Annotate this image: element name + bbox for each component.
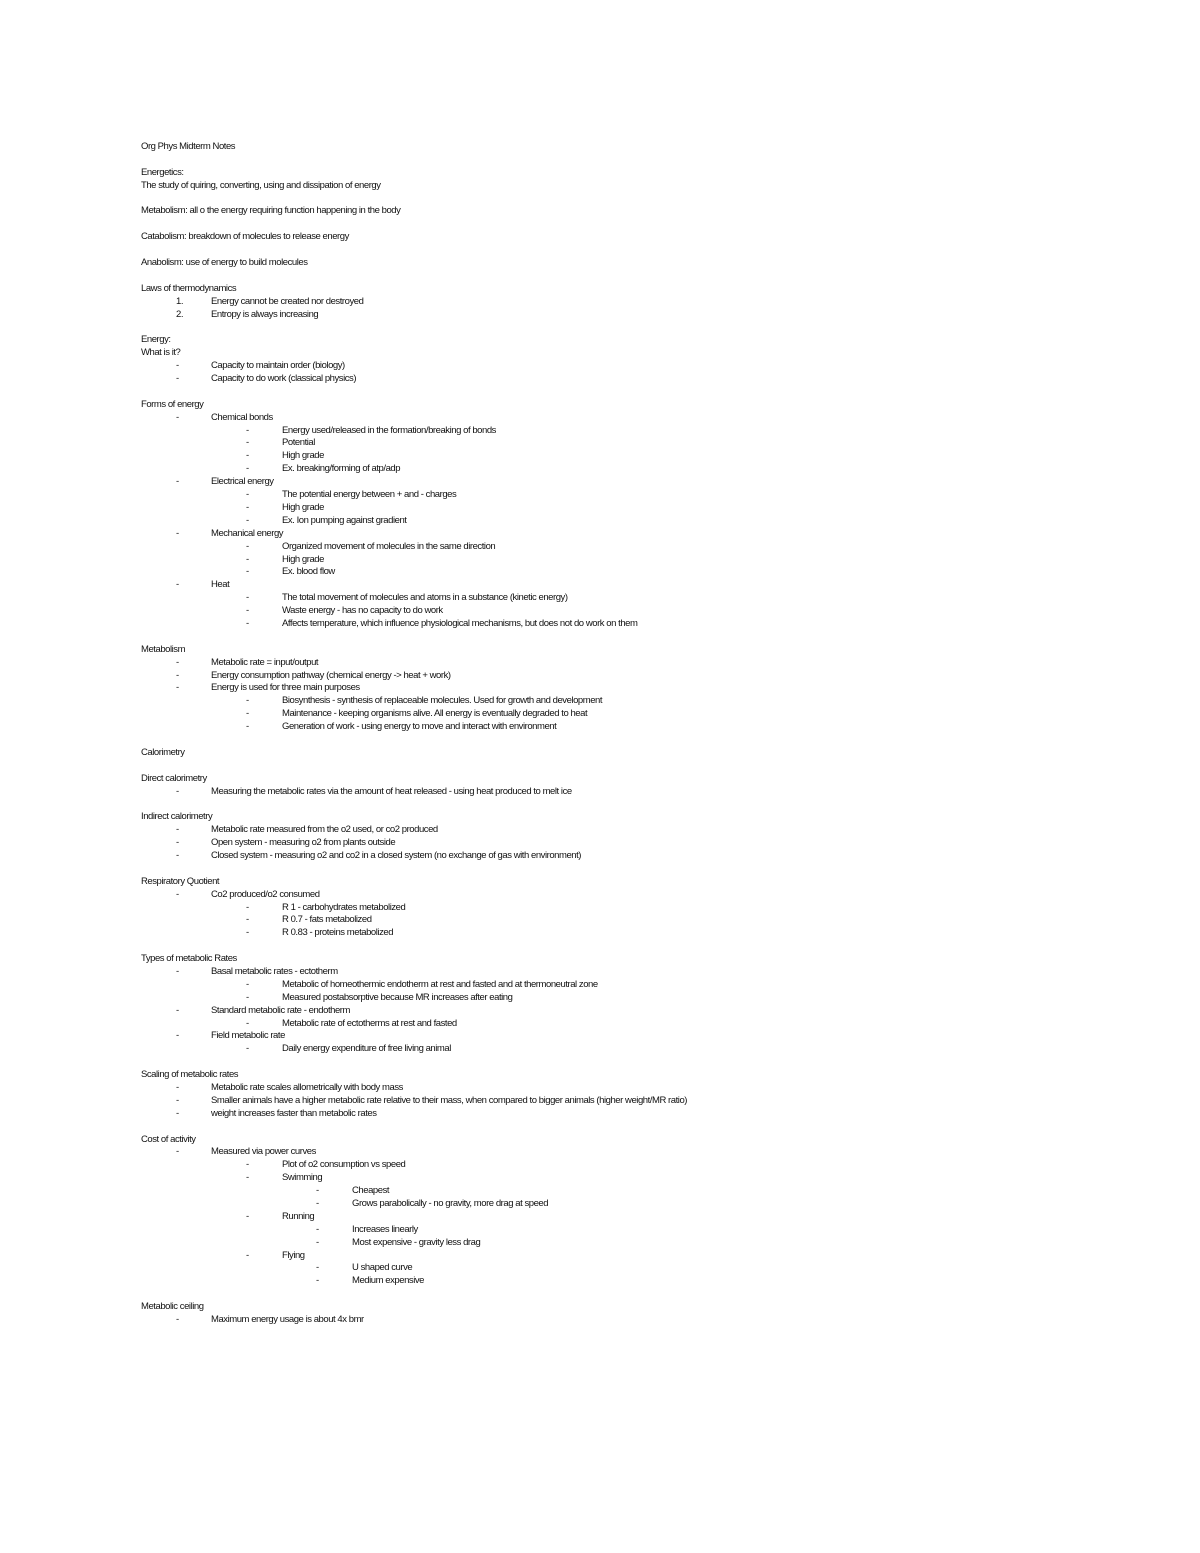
bullet-marker: - [246, 553, 249, 565]
number-marker: 1. [176, 295, 184, 307]
notes-body [141, 167, 1141, 1327]
bullet-marker: - [246, 501, 249, 513]
blank-line [141, 270, 1141, 283]
list-item [141, 850, 1141, 863]
bullet-marker: - [316, 1185, 319, 1197]
blank-line [141, 760, 1141, 773]
list-item [141, 605, 1141, 618]
list-item [141, 721, 1141, 734]
line-text: R 0.83 - proteins metabolized [282, 927, 394, 939]
list-item [141, 437, 1141, 450]
line-text: Laws of thermodynamics [141, 282, 237, 294]
bullet-marker: - [246, 978, 249, 990]
section-line [141, 1069, 1141, 1082]
bullet-marker: - [176, 1082, 179, 1094]
line-text: Metabolic rate measured from the o2 used, or co2 produced [211, 824, 438, 836]
bullet-marker: - [246, 437, 249, 449]
line-text: Energy used/released in the formation/breaking of bonds [282, 424, 496, 436]
bullet-marker: - [246, 617, 249, 629]
line-text: Cost of activity [141, 1133, 196, 1145]
bullet-marker: - [246, 463, 249, 475]
bullet-marker: - [246, 450, 249, 462]
line-text: Metabolic of homeothermic endotherm at rest and fasted and at thermoneutral zone [282, 978, 598, 990]
line-text: Grows parabolically - no gravity, more drag at speed [352, 1198, 549, 1210]
line-text: Measured postabsorptive because MR increases after eating [282, 991, 513, 1003]
list-item [141, 1082, 1141, 1095]
list-item [141, 554, 1141, 567]
list-item [141, 708, 1141, 721]
line-text: Mechanical energy [211, 527, 284, 539]
list-item [141, 786, 1141, 799]
bullet-marker: - [246, 1017, 249, 1029]
line-text: Ex. breaking/forming of atp/adp [282, 463, 401, 475]
list-item [141, 914, 1141, 927]
line-text: Potential [282, 437, 315, 449]
list-item [141, 515, 1141, 528]
list-item [141, 1108, 1141, 1121]
bullet-marker: - [246, 695, 249, 707]
line-text: Waste energy - has no capacity to do work [282, 605, 443, 617]
section-line [141, 953, 1141, 966]
section-line [141, 773, 1141, 786]
line-text: Catabolism: breakdown of molecules to release energy [141, 231, 349, 243]
line-text: Closed system - measuring o2 and co2 in a closed system (no exchange of gas with environment) [211, 849, 582, 861]
line-text: Metabolism: all o the energy requiring function happening in the body [141, 205, 401, 217]
line-text: Medium expensive [352, 1275, 425, 1287]
list-item [141, 1275, 1141, 1288]
line-text: Energy is used for three main purposes [211, 682, 360, 694]
line-text: The study of quiring, converting, using and dissipation of energy [141, 179, 381, 191]
list-item [141, 476, 1141, 489]
bullet-marker: - [176, 785, 179, 797]
line-text: Affects temperature, which influence physiological mechanisms, but does not do work on them [282, 617, 638, 629]
line-text: Ex. Ion pumping against gradient [282, 514, 407, 526]
line-text: Indirect calorimetry [141, 811, 213, 823]
line-text: Types of metabolic Rates [141, 953, 237, 965]
section-line [141, 811, 1141, 824]
list-item [141, 541, 1141, 554]
list-item [141, 670, 1141, 683]
bullet-marker: - [246, 566, 249, 578]
list-item [141, 373, 1141, 386]
list-item [141, 579, 1141, 592]
list-item [141, 1095, 1141, 1108]
line-text: Generation of work - using energy to move and interact with environment [282, 721, 557, 733]
blank-line [141, 798, 1141, 811]
line-text: R 0.7 - fats metabolized [282, 914, 372, 926]
bullet-marker: - [246, 927, 249, 939]
list-item [141, 296, 1141, 309]
list-item [141, 450, 1141, 463]
bullet-marker: - [176, 837, 179, 849]
list-item [141, 309, 1141, 322]
list-item [141, 824, 1141, 837]
line-text: Direct calorimetry [141, 772, 207, 784]
section-line [141, 231, 1141, 244]
section-line [141, 347, 1141, 360]
list-item [141, 566, 1141, 579]
bullet-marker: - [246, 514, 249, 526]
line-text: Energy consumption pathway (chemical energy -> heat + work) [211, 669, 451, 681]
blank-line [141, 193, 1141, 206]
section-line [141, 257, 1141, 270]
bullet-marker: - [246, 605, 249, 617]
blank-line [141, 1121, 1141, 1134]
list-item [141, 695, 1141, 708]
line-text: Field metabolic rate [211, 1030, 285, 1042]
bullet-marker: - [176, 966, 179, 977]
section-line [141, 876, 1141, 889]
line-text: Cheapest [352, 1185, 390, 1197]
line-text: Heat [211, 579, 230, 591]
line-text: Entropy is always increasing [211, 308, 319, 320]
line-text: Scaling of metabolic rates [141, 1069, 239, 1081]
section-line [141, 1301, 1141, 1314]
blank-line [141, 321, 1141, 334]
line-text: Organized movement of molecules in the same direction [282, 540, 496, 552]
bullet-marker: - [176, 476, 179, 488]
number-marker: 2. [176, 308, 184, 320]
section-line [141, 747, 1141, 760]
line-text: Calorimetry [141, 746, 185, 758]
line-text: High grade [282, 450, 324, 462]
line-text: Metabolic ceiling [141, 1301, 204, 1313]
list-item [141, 1198, 1141, 1211]
list-item [141, 1159, 1141, 1172]
list-item [141, 1262, 1141, 1275]
line-text: Metabolic rate = input/output [211, 656, 319, 668]
line-text: R 1 - carbohydrates metabolized [282, 901, 406, 913]
line-text: Metabolic rate scales allometrically with body mass [211, 1082, 403, 1094]
line-text: Metabolism [141, 643, 186, 655]
line-text: weight increases faster than metabolic rates [211, 1107, 377, 1119]
section-line [141, 180, 1141, 193]
section-line [141, 205, 1141, 218]
list-item [141, 360, 1141, 373]
bullet-marker: - [246, 914, 249, 926]
section-line [141, 167, 1141, 180]
line-text: Maintenance - keeping organisms alive. All energy is eventually degraded to heat [282, 708, 588, 720]
bullet-marker: - [176, 360, 179, 372]
bullet-marker: - [176, 411, 179, 423]
section-line [141, 644, 1141, 657]
document-title: Org Phys Midterm Notes [141, 141, 236, 152]
line-text: Swimming [282, 1172, 323, 1184]
line-text: What is it? [141, 347, 181, 359]
section-line [141, 283, 1141, 296]
list-item [141, 528, 1141, 541]
blank-line [141, 154, 1141, 167]
bullet-marker: - [246, 592, 249, 604]
bullet-marker: - [176, 1094, 179, 1106]
line-text: Ex. blood flow [282, 566, 335, 578]
bullet-marker: - [176, 373, 179, 385]
bullet-marker: - [316, 1236, 319, 1248]
line-text: Energetics: [141, 166, 184, 178]
list-item [141, 1314, 1141, 1327]
bullet-marker: - [246, 540, 249, 552]
section-line [141, 1134, 1141, 1147]
line-text: The total movement of molecules and atoms in a substance (kinetic energy) [282, 592, 568, 604]
blank-line [141, 244, 1141, 257]
bullet-marker: - [316, 1262, 319, 1274]
line-text: U shaped curve [352, 1262, 413, 1274]
bullet-marker: - [246, 489, 249, 501]
bullet-marker: - [316, 1223, 319, 1235]
bullet-marker: - [246, 1249, 249, 1261]
line-text: Standard metabolic rate - endotherm [211, 1004, 350, 1016]
bullet-marker: - [176, 656, 179, 668]
line-text: Forms of energy [141, 398, 204, 410]
line-text: Increases linearly [352, 1223, 418, 1235]
bullet-marker: - [316, 1275, 319, 1287]
bullet-marker: - [176, 682, 179, 694]
blank-line [141, 1056, 1141, 1069]
list-item [141, 927, 1141, 940]
list-item [141, 682, 1141, 695]
bullet-marker: - [246, 1159, 249, 1171]
line-text: Chemical bonds [211, 411, 273, 423]
list-item [141, 1043, 1141, 1056]
line-text: Open system - measuring o2 from plants outside [211, 837, 396, 849]
bullet-marker: - [176, 1146, 179, 1158]
bullet-marker: - [176, 1107, 179, 1119]
list-item [141, 592, 1141, 605]
bullet-marker: - [176, 579, 179, 591]
list-item [141, 489, 1141, 502]
list-item [141, 889, 1141, 902]
list-item [141, 618, 1141, 631]
blank-line [141, 218, 1141, 231]
list-item [141, 966, 1141, 979]
bullet-marker: - [176, 849, 179, 861]
list-item [141, 412, 1141, 425]
bullet-marker: - [176, 669, 179, 681]
line-text: Capacity to do work (classical physics) [211, 373, 357, 385]
line-text: Co2 produced/o2 consumed [211, 888, 320, 900]
line-text: Daily energy expenditure of free living animal [282, 1043, 451, 1055]
list-item [141, 1211, 1141, 1224]
bullet-marker: - [176, 824, 179, 836]
bullet-marker: - [246, 708, 249, 720]
line-text: Most expensive - gravity less drag [352, 1236, 481, 1248]
list-item [141, 425, 1141, 438]
list-item [141, 902, 1141, 915]
line-text: Respiratory Quotient [141, 875, 220, 887]
line-text: Flying [282, 1249, 305, 1261]
bullet-marker: - [176, 888, 179, 900]
list-item [141, 1018, 1141, 1031]
bullet-marker: - [246, 1210, 249, 1222]
list-item [141, 1185, 1141, 1198]
list-item [141, 502, 1141, 515]
blank-line [141, 1288, 1141, 1301]
list-item [141, 657, 1141, 670]
line-text: Metabolic rate of ectotherms at rest and fasted [282, 1017, 457, 1029]
line-text: Basal metabolic rates - ectotherm [211, 966, 338, 977]
list-item [141, 979, 1141, 992]
bullet-marker: - [176, 1004, 179, 1016]
blank-line [141, 734, 1141, 747]
bullet-marker: - [246, 1172, 249, 1184]
line-text: High grade [282, 501, 324, 513]
list-item [141, 1030, 1141, 1043]
line-text: The potential energy between + and - charges [282, 489, 457, 501]
blank-line [141, 631, 1141, 644]
list-item [141, 463, 1141, 476]
line-text: Measuring the metabolic rates via the amount of heat released - using heat produced to melt ice [211, 785, 572, 797]
line-text: High grade [282, 553, 324, 565]
bullet-marker: - [246, 424, 249, 436]
list-item [141, 1146, 1141, 1159]
line-text: Measured via power curves [211, 1146, 316, 1158]
notes-document [141, 141, 1141, 1327]
line-text: Biosynthesis - synthesis of replaceable molecules. Used for growth and development [282, 695, 603, 707]
list-item [141, 992, 1141, 1005]
list-item [141, 1250, 1141, 1263]
line-text: Energy cannot be created nor destroyed [211, 295, 364, 307]
bullet-marker: - [246, 991, 249, 1003]
list-item [141, 1224, 1141, 1237]
bullet-marker: - [176, 527, 179, 539]
blank-line [141, 386, 1141, 399]
list-item [141, 1005, 1141, 1018]
list-item [141, 1237, 1141, 1250]
line-text: Capacity to maintain order (biology) [211, 360, 345, 372]
line-text: Smaller animals have a higher metabolic rate relative to their mass, when compared to bigger animals (higher weight/MR ratio) [211, 1094, 687, 1106]
bullet-marker: - [246, 1043, 249, 1055]
section-line [141, 334, 1141, 347]
line-text: Electrical energy [211, 476, 274, 488]
bullet-marker: - [246, 901, 249, 913]
list-item [141, 1172, 1141, 1185]
list-item [141, 837, 1141, 850]
bullet-marker: - [176, 1314, 179, 1326]
bullet-marker: - [316, 1198, 319, 1210]
bullet-marker: - [176, 1030, 179, 1042]
line-text: Running [282, 1210, 315, 1222]
blank-line [141, 940, 1141, 953]
blank-line [141, 863, 1141, 876]
line-text: Energy: [141, 334, 171, 346]
line-text: Maximum energy usage is about 4x bmr [211, 1314, 364, 1326]
bullet-marker: - [246, 721, 249, 733]
line-text: Anabolism: use of energy to build molecules [141, 257, 308, 269]
line-text: Plot of o2 consumption vs speed [282, 1159, 406, 1171]
section-line [141, 399, 1141, 412]
